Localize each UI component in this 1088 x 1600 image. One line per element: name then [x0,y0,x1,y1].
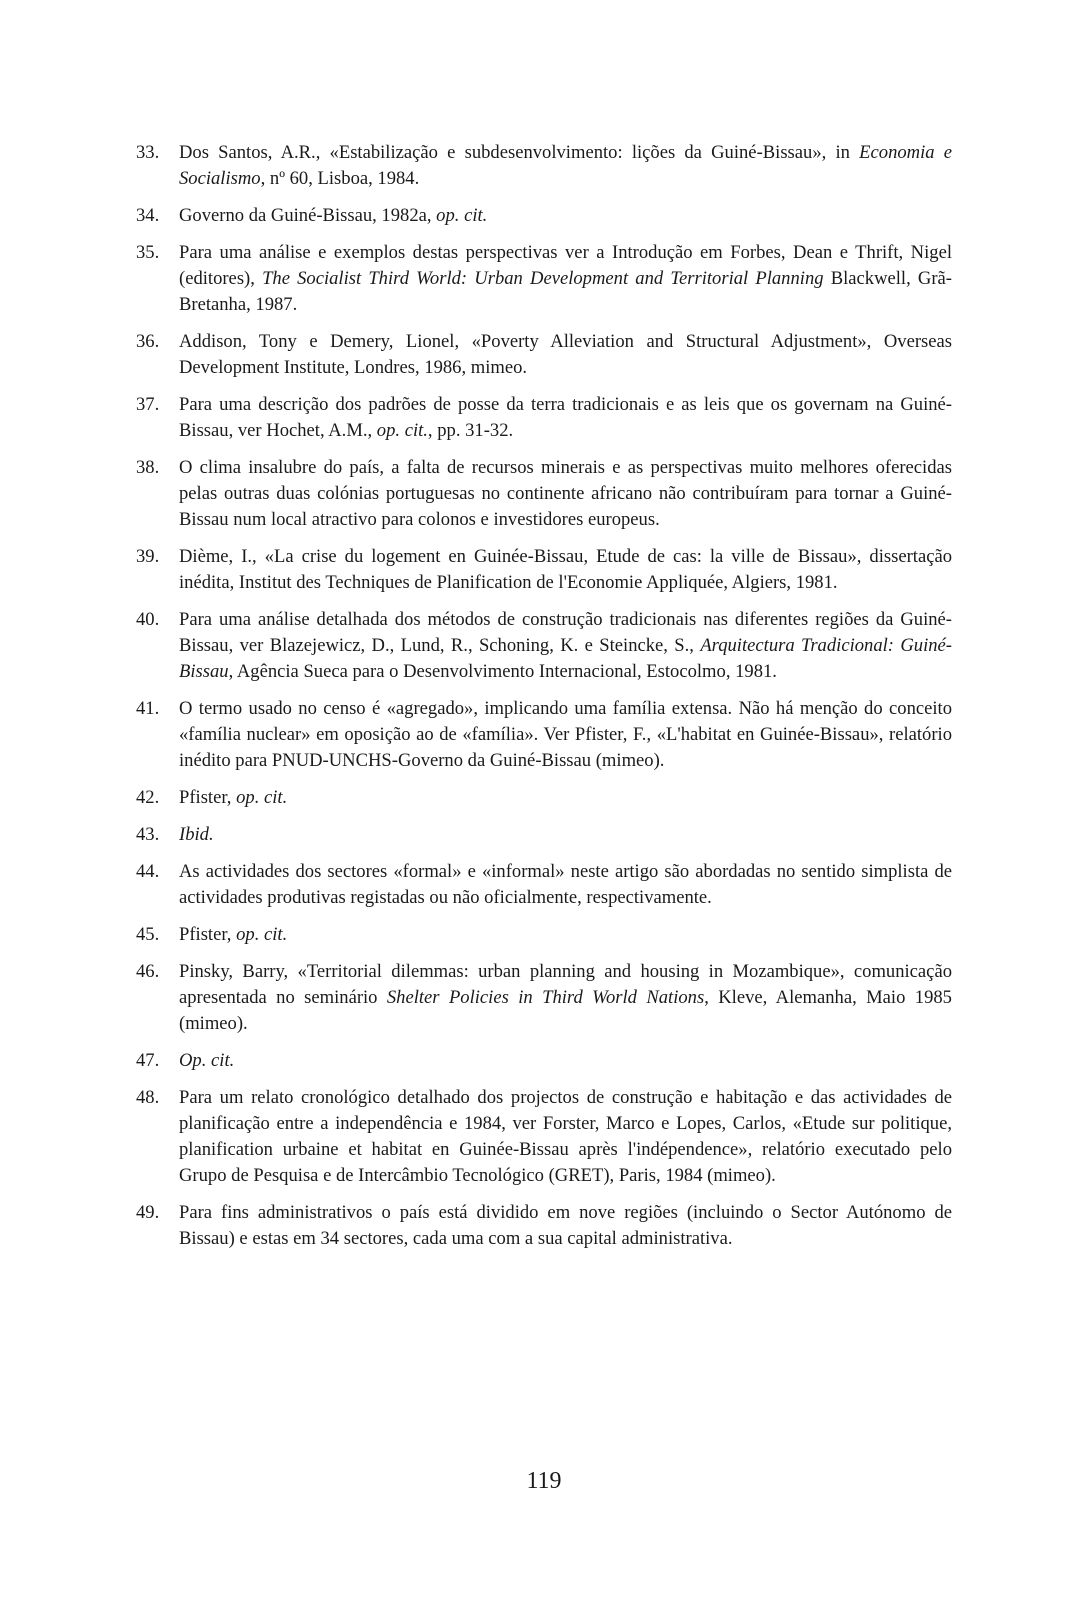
text-run: , Agência Sueca para o Desenvolvimento Internacional, Estocolmo, 1981. [228,661,777,682]
text-run: O termo usado no censo é «agregado», implicando uma família extensa. Não há menção do conceito «família nuclear» em oposição ao de «família». Ver Pfister, F., «L'habitat en Guinée-Bissau», relatório inédito para PNUD-UNCHS-Governo da Guiné-Bissau (mimeo). [179,698,952,771]
endnote [136,329,952,381]
endnote-text [179,696,952,774]
endnote-text [179,240,952,318]
endnote-number: 47. [136,1050,160,1071]
endnote-text [179,859,952,911]
text-run: , Kleve, Alemanha, Maio 1985 (mimeo). [179,987,952,1034]
text-run: Pfister, [179,924,237,945]
italic-title: Ibid. [179,824,214,845]
endnote-number: 37. [136,394,160,415]
text-run: Pfister, [179,787,237,808]
endnote [136,455,952,533]
endnote [136,859,952,911]
endnote-number: 33. [136,142,160,163]
text-run: Governo da Guiné-Bissau, 1982a, [179,205,437,226]
endnote [136,240,952,318]
endnote-number: 40. [136,609,160,630]
italic-title: op. cit. [376,420,428,441]
endnote [136,1085,952,1189]
endnote-text [179,1085,952,1189]
italic-title: Arquitectura Tradicional: Guiné-Bissau [179,635,952,682]
endnote-number: 35. [136,242,160,263]
endnote-text [179,140,952,192]
endnote-number: 49. [136,1202,160,1223]
endnote-text [179,329,952,381]
text-run: Blackwell, Grã-Bretanha, 1987. [179,268,952,315]
endnote [136,544,952,596]
endnote-number: 36. [136,331,160,352]
text-run: Dos Santos, A.R., «Estabilização e subdesenvolvimento: lições da Guiné-Bissau», in [179,142,860,163]
italic-title: The Socialist Third World: Urban Development and Territorial Planning [262,268,824,289]
text-run: Addison, Tony e Demery, Lionel, «Poverty Alleviation and Structural Adjustment», Overseas Development Institute, Londres, 1986, mimeo. [179,331,952,378]
italic-title: op. cit. [436,205,488,226]
endnote-text [179,1200,952,1252]
text-run: Dième, I., «La crise du logement en Guinée-Bissau, Etude de cas: la ville de Bissau», dissertação inédita, Institut des Techniques de Planification de l'Economie Appliquée, Algiers, 1981. [179,546,952,593]
endnote-number: 48. [136,1087,160,1108]
endnotes-list [136,140,952,1263]
endnote-text [179,922,952,948]
endnote-number: 42. [136,787,160,808]
page-number: 119 [526,1468,562,1494]
text-run: Para uma análise e exemplos destas perspectivas ver a Introdução em Forbes, Dean e Thrift, Nigel (editores), [179,242,952,289]
italic-title: op. cit. [236,787,288,808]
endnote-number: 38. [136,457,160,478]
text-run: As actividades dos sectores «formal» e «informal» neste artigo são abordadas no sentido simplista de actividades produtivas registadas ou não oficialmente, respectivamente. [179,861,952,908]
endnote-text [179,785,952,811]
endnote-text [179,959,952,1037]
endnote-number: 43. [136,824,160,845]
text-run: Para uma análise detalhada dos métodos de construção tradicionais nas diferentes regiões da Guiné-Bissau, ver Blazejewicz, D., Lund, R., Schoning, K. e Steincke, S., [179,609,952,656]
endnote [136,696,952,774]
endnote-number: 44. [136,861,160,882]
endnote-number: 45. [136,924,160,945]
text-run: Para fins administrativos o país está dividido em nove regiões (incluindo o Sector Autónomo de Bissau) e estas em 34 sectores, cada uma com a sua capital administrativa. [179,1202,952,1249]
endnote-text [179,455,952,533]
endnote-text [179,392,952,444]
endnote-number: 39. [136,546,160,567]
italic-title: op. cit. [236,924,288,945]
endnote [136,822,952,848]
endnote-text [179,607,952,685]
endnote-number: 46. [136,961,160,982]
endnote-text [179,544,952,596]
endnote [136,607,952,685]
text-run: Para um relato cronológico detalhado dos projectos de construção e habitação e das actividades de planificação entre a independência e 1984, ver Forster, Marco e Lopes, Carlos, «Etude sur politique, planification urbaine et habitat en Guinée-Bissau après l'indépendence», relatório executado pelo Grupo de Pesquisa e de Intercâmbio Tecnológico (GRET), Paris, 1984 (mimeo). [179,1087,952,1186]
endnote-text [179,822,952,848]
text-run: Pinsky, Barry, «Territorial dilemmas: urban planning and housing in Mozambique», comunicação apresentada no seminário [179,961,952,1008]
endnote [136,1048,952,1074]
text-run: Para uma descrição dos padrões de posse da terra tradicionais e as leis que os governam na Guiné-Bissau, ver Hochet, A.M., [179,394,952,441]
text-run: , pp. 31-32. [427,420,514,441]
endnote-number: 41. [136,698,160,719]
endnote [136,1200,952,1252]
endnote [136,959,952,1037]
endnote [136,140,952,192]
endnote [136,922,952,948]
endnote [136,392,952,444]
text-run: O clima insalubre do país, a falta de recursos minerais e as perspectivas muito melhores oferecidas pelas outras duas colónias portuguesas no continente africano não contribuíram para tornar a Guiné-Bissau num local atractivo para colonos e investidores europeus. [179,457,952,530]
text-run: , nº 60, Lisboa, 1984. [260,168,420,189]
endnote [136,785,952,811]
endnote-text [179,203,952,229]
endnote-number: 34. [136,205,160,226]
endnote [136,203,952,229]
italic-title: Op. cit. [179,1050,235,1071]
endnote-text [179,1048,952,1074]
italic-title: Shelter Policies in Third World Nations [386,987,705,1008]
italic-title: Economia e Socialismo [179,142,952,189]
